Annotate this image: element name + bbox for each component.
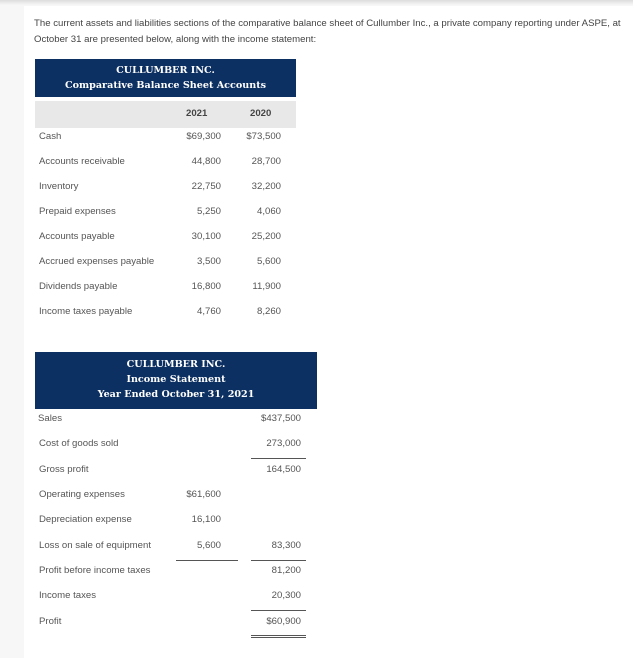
- value-2021: 22,750: [191, 181, 221, 192]
- detail-value: $61,600: [186, 489, 221, 500]
- value-2020: 32,200: [251, 181, 281, 192]
- underline: [251, 560, 306, 561]
- detail-value: 16,100: [191, 514, 221, 525]
- row-label: Loss on sale of equipment: [39, 540, 152, 551]
- balance-sheet-company: CULLUMBER INC.: [116, 65, 215, 76]
- income-statement-header: [35, 352, 317, 409]
- row-label: Accounts receivable: [39, 156, 125, 167]
- total-value: 83,300: [271, 540, 301, 551]
- row-label: Income taxes: [39, 590, 97, 601]
- value-2021: $69,300: [186, 131, 221, 142]
- total-value: 164,500: [266, 464, 301, 475]
- underline: [251, 610, 306, 611]
- value-2020: 4,060: [256, 206, 281, 217]
- year-2020-header: 2020: [250, 108, 272, 119]
- row-label: Inventory: [39, 181, 79, 192]
- row-label: Profit before income taxes: [39, 565, 151, 576]
- row-label: Sales: [38, 413, 62, 424]
- total-value: $60,900: [266, 616, 301, 627]
- row-label: Prepaid expenses: [39, 206, 116, 217]
- year-2021-header: 2021: [186, 108, 208, 119]
- value-2020: 28,700: [251, 156, 281, 167]
- value-2020: 8,260: [256, 306, 281, 317]
- income-statement-company: CULLUMBER INC.: [126, 359, 226, 370]
- row-label: Cost of goods sold: [39, 438, 119, 449]
- value-2020: 11,900: [252, 281, 281, 292]
- row-label: Accrued expenses payable: [39, 256, 155, 267]
- income-statement-period: Year Ended October 31, 2021: [97, 389, 255, 400]
- detail-value: 5,600: [196, 540, 221, 551]
- top-shadow: [0, 0, 633, 5]
- row-label: Cash: [39, 131, 62, 142]
- question-page: [24, 6, 633, 658]
- value-2021: 5,250: [196, 206, 221, 217]
- value-2020: 5,600: [256, 256, 281, 267]
- row-label: Profit: [39, 616, 62, 627]
- row-label: Accounts payable: [39, 231, 115, 242]
- total-value: 20,300: [271, 590, 301, 601]
- value-2021: 44,800: [191, 156, 221, 167]
- total-value: $437,500: [260, 413, 301, 424]
- underline: [251, 458, 306, 459]
- value-2020: $73,500: [246, 131, 281, 142]
- value-2021: 16,800: [191, 281, 221, 292]
- row-label: Operating expenses: [39, 489, 125, 500]
- value-2021: 4,760: [196, 306, 221, 317]
- row-label: Gross profit: [39, 464, 89, 475]
- underline: [176, 560, 238, 561]
- value-2020: 25,200: [251, 231, 281, 242]
- value-2021: 30,100: [191, 231, 221, 242]
- intro-text: The current assets and liabilities sections of the comparative balance sheet of Cullumber Inc., a private company reporting under ASPE, at October 31 are presented below, along with the income statement:: [34, 18, 621, 45]
- row-label: Depreciation expense: [39, 514, 132, 525]
- value-2021: 3,500: [196, 256, 221, 267]
- balance-sheet-title: Comparative Balance Sheet Accounts: [64, 80, 267, 91]
- balance-sheet-year-header: [35, 101, 296, 128]
- income-statement-title: Income Statement: [126, 374, 226, 385]
- double-underline: [251, 635, 306, 638]
- total-value: 81,200: [271, 565, 301, 576]
- total-value: 273,000: [266, 438, 301, 449]
- row-label: Dividends payable: [39, 281, 118, 292]
- balance-sheet-header: [35, 59, 296, 97]
- row-label: Income taxes payable: [39, 306, 133, 317]
